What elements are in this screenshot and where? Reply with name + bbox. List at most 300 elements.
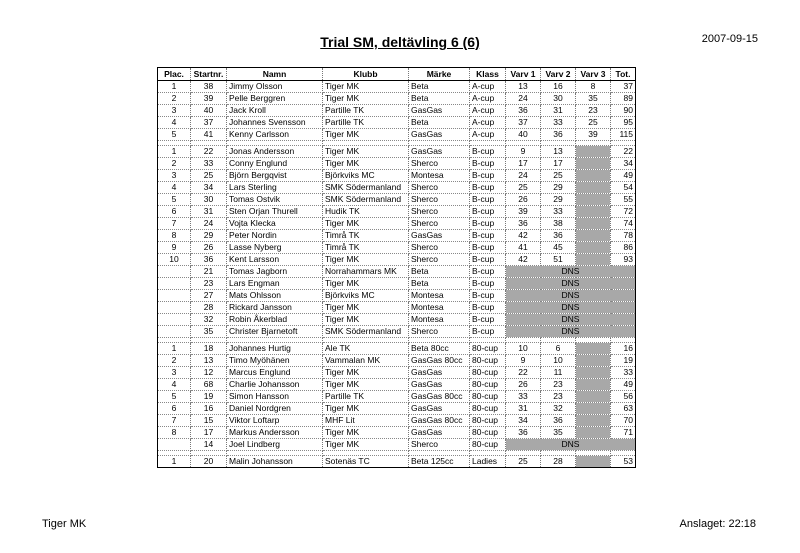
lap3-cell [576,158,611,170]
lap2-cell: 16 [541,81,576,93]
start-number-cell: 13 [191,355,227,367]
lap3-cell [576,218,611,230]
start-number-cell: 33 [191,158,227,170]
lap1-cell: 34 [506,415,541,427]
lap2-cell: 45 [541,242,576,254]
total-cell: 72 [611,206,636,218]
club-cell: Sotenäs TC [323,456,409,468]
brand-cell: Sherco [409,218,470,230]
placing-cell: 3 [158,105,191,117]
table-row [158,326,636,338]
total-cell: 86 [611,242,636,254]
start-number-cell: 68 [191,379,227,391]
class-cell: B-cup [470,302,506,314]
lap1-cell: 25 [506,182,541,194]
rider-name-cell: Rickard Jansson [227,302,323,314]
start-number-cell: 38 [191,81,227,93]
table-row [158,129,636,141]
class-cell: B-cup [470,194,506,206]
class-cell: 80-cup [470,427,506,439]
lap1-cell: 33 [506,391,541,403]
club-cell: Tiger MK [323,439,409,451]
lap3-cell [576,254,611,266]
placing-cell: 5 [158,391,191,403]
table-row [158,266,636,278]
lap1-cell: 9 [506,355,541,367]
table-row [158,146,636,158]
table-row [158,343,636,355]
brand-cell: Beta [409,93,470,105]
column-header: Klubb [323,68,409,81]
lap3-cell [576,367,611,379]
placing-cell: 5 [158,129,191,141]
lap1-cell: 26 [506,194,541,206]
table-row [158,158,636,170]
table-row [158,439,636,451]
total-cell: 37 [611,81,636,93]
placing-cell: 1 [158,343,191,355]
brand-cell: Beta [409,81,470,93]
table-row [158,403,636,415]
lap3-cell [576,194,611,206]
start-number-cell: 26 [191,242,227,254]
placing-cell: 3 [158,170,191,182]
class-cell: 80-cup [470,343,506,355]
club-cell: Tiger MK [323,367,409,379]
brand-cell: GasGas 80cc [409,391,470,403]
start-number-cell: 35 [191,326,227,338]
lap2-cell: 29 [541,194,576,206]
class-cell: B-cup [470,290,506,302]
start-number-cell: 34 [191,182,227,194]
club-cell: Tiger MK [323,81,409,93]
placing-cell: 2 [158,355,191,367]
lap2-cell: 6 [541,343,576,355]
page-title: Trial SM, deltävling 6 (6) [320,34,480,50]
club-cell: Tiger MK [323,278,409,290]
lap2-cell: 23 [541,391,576,403]
lap1-cell: 25 [506,456,541,468]
rider-name-cell: Simon Hansson [227,391,323,403]
placing-cell [158,326,191,338]
rider-name-cell: Lasse Nyberg [227,242,323,254]
lap1-cell: 37 [506,117,541,129]
club-cell: Tiger MK [323,93,409,105]
lap3-cell [576,170,611,182]
club-cell: Norrahammars MK [323,266,409,278]
dns-cell: DNS [506,266,636,278]
lap3-cell: 23 [576,105,611,117]
class-cell: 80-cup [470,355,506,367]
table-row [158,314,636,326]
rider-name-cell: Jonas Andersson [227,146,323,158]
lap1-cell: 42 [506,230,541,242]
placing-cell: 4 [158,379,191,391]
class-cell: B-cup [470,230,506,242]
lap2-cell: 29 [541,182,576,194]
table-row [158,218,636,230]
placing-cell: 4 [158,117,191,129]
lap3-cell: 8 [576,81,611,93]
start-number-cell: 41 [191,129,227,141]
rider-name-cell: Mats Ohlsson [227,290,323,302]
club-cell: Partille TK [323,105,409,117]
table-row [158,254,636,266]
placing-cell: 7 [158,218,191,230]
placing-cell [158,290,191,302]
start-number-cell: 25 [191,170,227,182]
start-number-cell: 14 [191,439,227,451]
table-row [158,355,636,367]
rider-name-cell: Johannes Svensson [227,117,323,129]
club-cell: Tiger MK [323,146,409,158]
lap2-cell: 33 [541,117,576,129]
total-cell: 56 [611,391,636,403]
lap1-cell: 42 [506,254,541,266]
total-cell: 22 [611,146,636,158]
table-row [158,302,636,314]
placing-cell: 5 [158,194,191,206]
rider-name-cell: Joel Lindberg [227,439,323,451]
club-cell: Tiger MK [323,218,409,230]
brand-cell: Sherco [409,326,470,338]
lap3-cell [576,391,611,403]
placing-cell [158,266,191,278]
placing-cell: 4 [158,182,191,194]
start-number-cell: 17 [191,427,227,439]
placing-cell: 10 [158,254,191,266]
class-cell: 80-cup [470,367,506,379]
class-cell: A-cup [470,117,506,129]
rider-name-cell: Charlie Johansson [227,379,323,391]
rider-name-cell: Tomas Ostvik [227,194,323,206]
brand-cell: Montesa [409,290,470,302]
lap3-cell [576,379,611,391]
lap3-cell [576,456,611,468]
class-cell: A-cup [470,105,506,117]
dns-cell: DNS [506,302,636,314]
footer-club: Tiger MK [42,518,87,530]
class-cell: B-cup [470,242,506,254]
table-row [158,367,636,379]
table-row [158,230,636,242]
lap3-cell [576,343,611,355]
brand-cell: GasGas [409,129,470,141]
lap3-cell [576,242,611,254]
brand-cell: GasGas [409,367,470,379]
rider-name-cell: Markus Andersson [227,427,323,439]
class-cell: B-cup [470,158,506,170]
start-number-cell: 16 [191,403,227,415]
brand-cell: Sherco [409,254,470,266]
footer-posted-time: Anslaget: 22:18 [679,518,756,530]
rider-name-cell: Jimmy Olsson [227,81,323,93]
column-header: Varv 1 [506,68,541,81]
column-header: Namn [227,68,323,81]
rider-name-cell: Tomas Jagborn [227,266,323,278]
club-cell: Tiger MK [323,254,409,266]
total-cell: 53 [611,456,636,468]
start-number-cell: 39 [191,93,227,105]
brand-cell: Montesa [409,314,470,326]
table-row [158,379,636,391]
lap2-cell: 25 [541,170,576,182]
rider-name-cell: Daniel Nordgren [227,403,323,415]
lap2-cell: 17 [541,158,576,170]
dns-cell: DNS [506,290,636,302]
table-row [158,81,636,93]
club-cell: Tiger MK [323,379,409,391]
brand-cell: Beta 125cc [409,456,470,468]
club-cell: Tiger MK [323,427,409,439]
brand-cell: GasGas [409,105,470,117]
column-header: Tot. [611,68,636,81]
start-number-cell: 24 [191,218,227,230]
brand-cell: GasGas 80cc [409,415,470,427]
lap1-cell: 36 [506,218,541,230]
class-cell: B-cup [470,170,506,182]
placing-cell: 8 [158,230,191,242]
class-cell: A-cup [470,81,506,93]
placing-cell: 3 [158,367,191,379]
dns-cell: DNS [506,314,636,326]
club-cell: Ale TK [323,343,409,355]
placing-cell: 1 [158,146,191,158]
brand-cell: Montesa [409,170,470,182]
total-cell: 63 [611,403,636,415]
class-cell: A-cup [470,129,506,141]
club-cell: Timrå TK [323,242,409,254]
club-cell: MHF Lit [323,415,409,427]
club-cell: Tiger MK [323,158,409,170]
club-cell: Hudik TK [323,206,409,218]
lap1-cell: 36 [506,427,541,439]
total-cell: 49 [611,170,636,182]
start-number-cell: 30 [191,194,227,206]
brand-cell: GasGas [409,427,470,439]
lap2-cell: 38 [541,218,576,230]
placing-cell: 2 [158,93,191,105]
brand-cell: Sherco [409,182,470,194]
placing-cell: 7 [158,415,191,427]
rider-name-cell: Sten Orjan Thurell [227,206,323,218]
lap2-cell: 31 [541,105,576,117]
brand-cell: Beta [409,278,470,290]
rider-name-cell: Malin Johansson [227,456,323,468]
club-cell: Timrå TK [323,230,409,242]
lap2-cell: 35 [541,427,576,439]
dns-cell: DNS [506,439,636,451]
placing-cell: 6 [158,403,191,415]
lap2-cell: 13 [541,146,576,158]
rider-name-cell: Johannes Hurtig [227,343,323,355]
club-cell: Björkviks MC [323,170,409,182]
start-number-cell: 37 [191,117,227,129]
total-cell: 90 [611,105,636,117]
placing-cell [158,314,191,326]
rider-name-cell: Kent Larsson [227,254,323,266]
start-number-cell: 27 [191,290,227,302]
lap3-cell: 39 [576,129,611,141]
start-number-cell: 20 [191,456,227,468]
lap1-cell: 10 [506,343,541,355]
lap1-cell: 9 [506,146,541,158]
club-cell: SMK Södermanland [323,194,409,206]
total-cell: 16 [611,343,636,355]
table-row [158,105,636,117]
brand-cell: Sherco [409,194,470,206]
brand-cell: GasGas [409,403,470,415]
lap1-cell: 41 [506,242,541,254]
column-header: Startnr. [191,68,227,81]
brand-cell: Sherco [409,206,470,218]
brand-cell: GasGas 80cc [409,355,470,367]
dns-cell: DNS [506,326,636,338]
start-number-cell: 15 [191,415,227,427]
brand-cell: Beta 80cc [409,343,470,355]
total-cell: 70 [611,415,636,427]
column-header: Varv 3 [576,68,611,81]
start-number-cell: 32 [191,314,227,326]
lap2-cell: 51 [541,254,576,266]
rider-name-cell: Vojta Klecka [227,218,323,230]
rider-name-cell: Conny Englund [227,158,323,170]
class-cell: B-cup [470,314,506,326]
placing-cell [158,302,191,314]
club-cell: Tiger MK [323,129,409,141]
table-row [158,206,636,218]
table-row [158,427,636,439]
placing-cell [158,439,191,451]
class-cell: 80-cup [470,391,506,403]
rider-name-cell: Marcus Englund [227,367,323,379]
class-cell: 80-cup [470,415,506,427]
placing-cell: 1 [158,81,191,93]
lap1-cell: 24 [506,170,541,182]
lap3-cell [576,403,611,415]
lap1-cell: 13 [506,81,541,93]
results-table [157,67,636,468]
start-number-cell: 12 [191,367,227,379]
start-number-cell: 40 [191,105,227,117]
table-row [158,278,636,290]
lap3-cell [576,355,611,367]
table-row [158,117,636,129]
start-number-cell: 21 [191,266,227,278]
table-row [158,194,636,206]
brand-cell: Montesa [409,302,470,314]
brand-cell: Sherco [409,439,470,451]
rider-name-cell: Pelle Berggren [227,93,323,105]
table-row [158,170,636,182]
table-row [158,242,636,254]
class-cell: 80-cup [470,379,506,391]
total-cell: 34 [611,158,636,170]
class-cell: A-cup [470,93,506,105]
total-cell: 33 [611,367,636,379]
rider-name-cell: Robin Åkerblad [227,314,323,326]
club-cell: Partille TK [323,117,409,129]
table-row [158,391,636,403]
column-header: Plac. [158,68,191,81]
rider-name-cell: Kenny Carlsson [227,129,323,141]
class-cell: Ladies [470,456,506,468]
lap3-cell [576,182,611,194]
lap3-cell [576,146,611,158]
table-row [158,415,636,427]
dns-cell: DNS [506,278,636,290]
placing-cell: 8 [158,427,191,439]
club-cell: Tiger MK [323,302,409,314]
start-number-cell: 19 [191,391,227,403]
placing-cell [158,278,191,290]
total-cell: 93 [611,254,636,266]
lap1-cell: 24 [506,93,541,105]
total-cell: 49 [611,379,636,391]
brand-cell: Beta [409,117,470,129]
brand-cell: GasGas [409,146,470,158]
lap3-cell [576,427,611,439]
brand-cell: GasGas [409,379,470,391]
lap2-cell: 23 [541,379,576,391]
club-cell: Tiger MK [323,314,409,326]
class-cell: B-cup [470,218,506,230]
lap3-cell [576,415,611,427]
header-row [158,68,636,81]
lap2-cell: 10 [541,355,576,367]
class-cell: B-cup [470,326,506,338]
lap2-cell: 30 [541,93,576,105]
rider-name-cell: Peter Nordin [227,230,323,242]
club-cell: SMK Södermanland [323,182,409,194]
brand-cell: Sherco [409,158,470,170]
total-cell: 89 [611,93,636,105]
club-cell: Vammalan MK [323,355,409,367]
lap2-cell: 36 [541,230,576,242]
club-cell: Tiger MK [323,403,409,415]
lap1-cell: 31 [506,403,541,415]
report-date: 2007-09-15 [701,33,758,45]
brand-cell: Sherco [409,242,470,254]
club-cell: Partille TK [323,391,409,403]
class-cell: 80-cup [470,439,506,451]
lap2-cell: 11 [541,367,576,379]
rider-name-cell: Lars Engman [227,278,323,290]
class-cell: B-cup [470,278,506,290]
lap2-cell: 28 [541,456,576,468]
total-cell: 95 [611,117,636,129]
start-number-cell: 28 [191,302,227,314]
rider-name-cell: Viktor Loftarp [227,415,323,427]
class-cell: B-cup [470,182,506,194]
rider-name-cell: Lars Sterling [227,182,323,194]
lap1-cell: 40 [506,129,541,141]
club-cell: Björkviks MC [323,290,409,302]
lap1-cell: 36 [506,105,541,117]
club-cell: SMK Södermanland [323,326,409,338]
start-number-cell: 18 [191,343,227,355]
total-cell: 19 [611,355,636,367]
lap1-cell: 17 [506,158,541,170]
rider-name-cell: Christer Bjarnetoft [227,326,323,338]
total-cell: 54 [611,182,636,194]
total-cell: 71 [611,427,636,439]
start-number-cell: 29 [191,230,227,242]
class-cell: B-cup [470,206,506,218]
lap2-cell: 36 [541,415,576,427]
total-cell: 55 [611,194,636,206]
rider-name-cell: Björn Bergqvist [227,170,323,182]
